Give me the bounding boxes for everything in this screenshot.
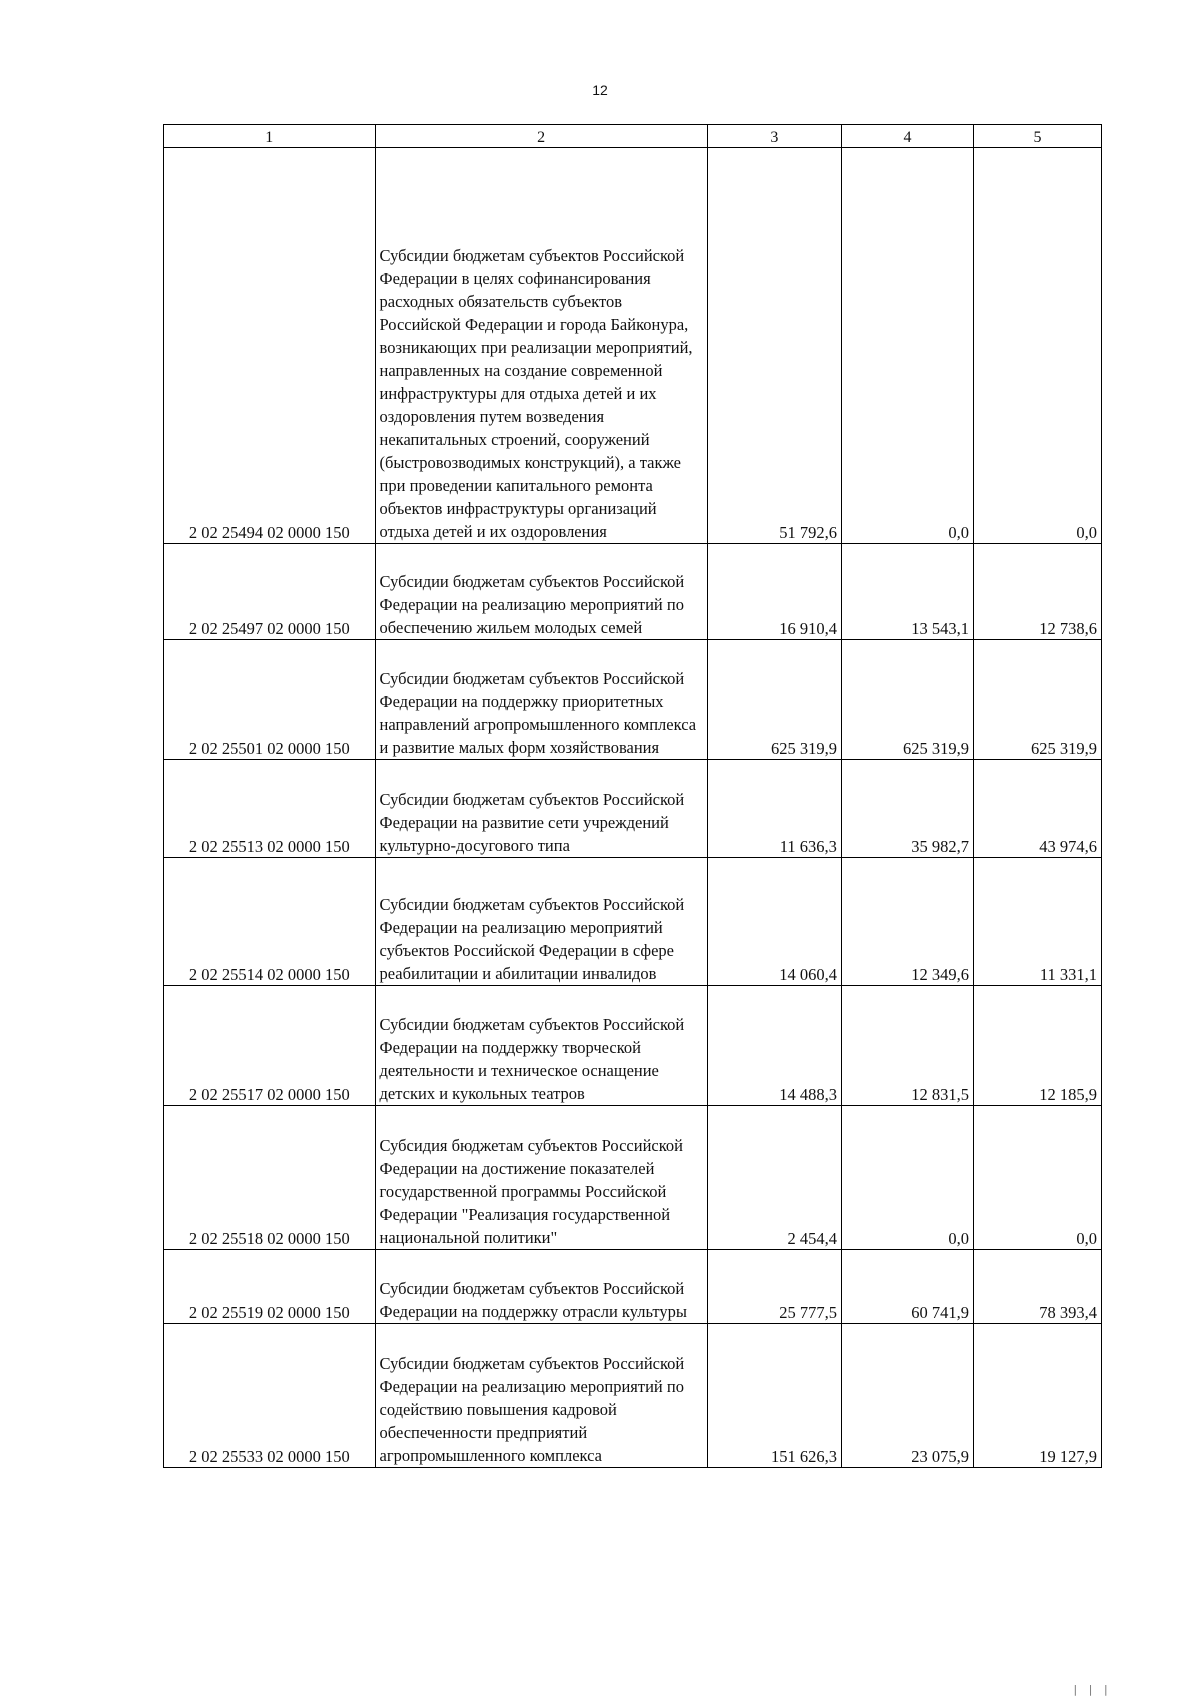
table-row: [164, 986, 1102, 1106]
amount-col-3: 14 060,4: [707, 858, 841, 986]
amount-col-4: 35 982,7: [841, 760, 973, 858]
amount-col-4: 0,0: [841, 1106, 973, 1250]
amount-col-5: 12 738,6: [974, 544, 1102, 640]
amount-col-3: 16 910,4: [707, 544, 841, 640]
description: Субсидии бюджетам субъектов Российской Федерации в целях софинансирования расходных обязательств субъектов Российской Федерации и города Байконура, возникающих при реализации мероприятий, направленных на создание современной инфраструктуры для отдыха детей и их оздоровления путем возведения некапитальных строений, сооружений (быстровозводимых конструкций), а также при проведении капитального ремонта объектов инфраструктуры организаций отдыха детей и их оздоровления: [375, 148, 707, 544]
description: Субсидии бюджетам субъектов Российской Федерации на реализацию мероприятий по содействию повышения кадровой обеспеченности предприятий агропромышленного комплекса: [375, 1324, 707, 1468]
page-number: 12: [592, 82, 608, 98]
table-row: [164, 640, 1102, 760]
amount-col-5: 0,0: [974, 148, 1102, 544]
description: Субсидии бюджетам субъектов Российской Федерации на поддержку отрасли культуры: [375, 1250, 707, 1324]
amount-col-3: 2 454,4: [707, 1106, 841, 1250]
table-row: [164, 1106, 1102, 1250]
table-row: [164, 148, 1102, 544]
description: Субсидии бюджетам субъектов Российской Федерации на поддержку творческой деятельности и техническое оснащение детских и кукольных театров: [375, 986, 707, 1106]
header-col-5: 5: [974, 125, 1102, 148]
header-col-3: 3: [707, 125, 841, 148]
scan-marks: | | |: [1072, 1683, 1111, 1696]
description: Субсидии бюджетам субъектов Российской Федерации на реализацию мероприятий по обеспечению жильем молодых семей: [375, 544, 707, 640]
table-row: [164, 544, 1102, 640]
budget-code: 2 02 25513 02 0000 150: [164, 760, 376, 858]
amount-col-5: 43 974,6: [974, 760, 1102, 858]
amount-col-5: 12 185,9: [974, 986, 1102, 1106]
header-col-4: 4: [841, 125, 973, 148]
amount-col-3: 25 777,5: [707, 1250, 841, 1324]
description: Субсидии бюджетам субъектов Российской Федерации на реализацию мероприятий субъектов Российской Федерации в сфере реабилитации и абилитации инвалидов: [375, 858, 707, 986]
description: Субсидии бюджетам субъектов Российской Федерации на развитие сети учреждений культурно-досугового типа: [375, 760, 707, 858]
amount-col-3: 625 319,9: [707, 640, 841, 760]
budget-code: 2 02 25494 02 0000 150: [164, 148, 376, 544]
budget-table: [163, 124, 1102, 1468]
budget-code: 2 02 25501 02 0000 150: [164, 640, 376, 760]
description: Субсидия бюджетам субъектов Российской Федерации на достижение показателей государственной программы Российской Федерации "Реализация государственной национальной политики": [375, 1106, 707, 1250]
budget-code: 2 02 25514 02 0000 150: [164, 858, 376, 986]
amount-col-4: 60 741,9: [841, 1250, 973, 1324]
amount-col-3: 11 636,3: [707, 760, 841, 858]
description: Субсидии бюджетам субъектов Российской Федерации на поддержку приоритетных направлений агропромышленного комплекса и развитие малых форм хозяйствования: [375, 640, 707, 760]
amount-col-5: 0,0: [974, 1106, 1102, 1250]
amount-col-4: 12 349,6: [841, 858, 973, 986]
amount-col-4: 0,0: [841, 148, 973, 544]
budget-code: 2 02 25519 02 0000 150: [164, 1250, 376, 1324]
amount-col-5: 19 127,9: [974, 1324, 1102, 1468]
amount-col-5: 625 319,9: [974, 640, 1102, 760]
table-row: [164, 1250, 1102, 1324]
amount-col-3: 51 792,6: [707, 148, 841, 544]
amount-col-4: 13 543,1: [841, 544, 973, 640]
budget-code: 2 02 25497 02 0000 150: [164, 544, 376, 640]
amount-col-5: 78 393,4: [974, 1250, 1102, 1324]
table-row: [164, 1324, 1102, 1468]
header-col-1: 1: [164, 125, 376, 148]
table-row: [164, 760, 1102, 858]
amount-col-3: 14 488,3: [707, 986, 841, 1106]
table-row: [164, 858, 1102, 986]
amount-col-5: 11 331,1: [974, 858, 1102, 986]
budget-code: 2 02 25517 02 0000 150: [164, 986, 376, 1106]
header-col-2: 2: [375, 125, 707, 148]
amount-col-4: 23 075,9: [841, 1324, 973, 1468]
amount-col-3: 151 626,3: [707, 1324, 841, 1468]
amount-col-4: 625 319,9: [841, 640, 973, 760]
budget-code: 2 02 25518 02 0000 150: [164, 1106, 376, 1250]
amount-col-4: 12 831,5: [841, 986, 973, 1106]
header-row: [164, 125, 1102, 148]
budget-code: 2 02 25533 02 0000 150: [164, 1324, 376, 1468]
